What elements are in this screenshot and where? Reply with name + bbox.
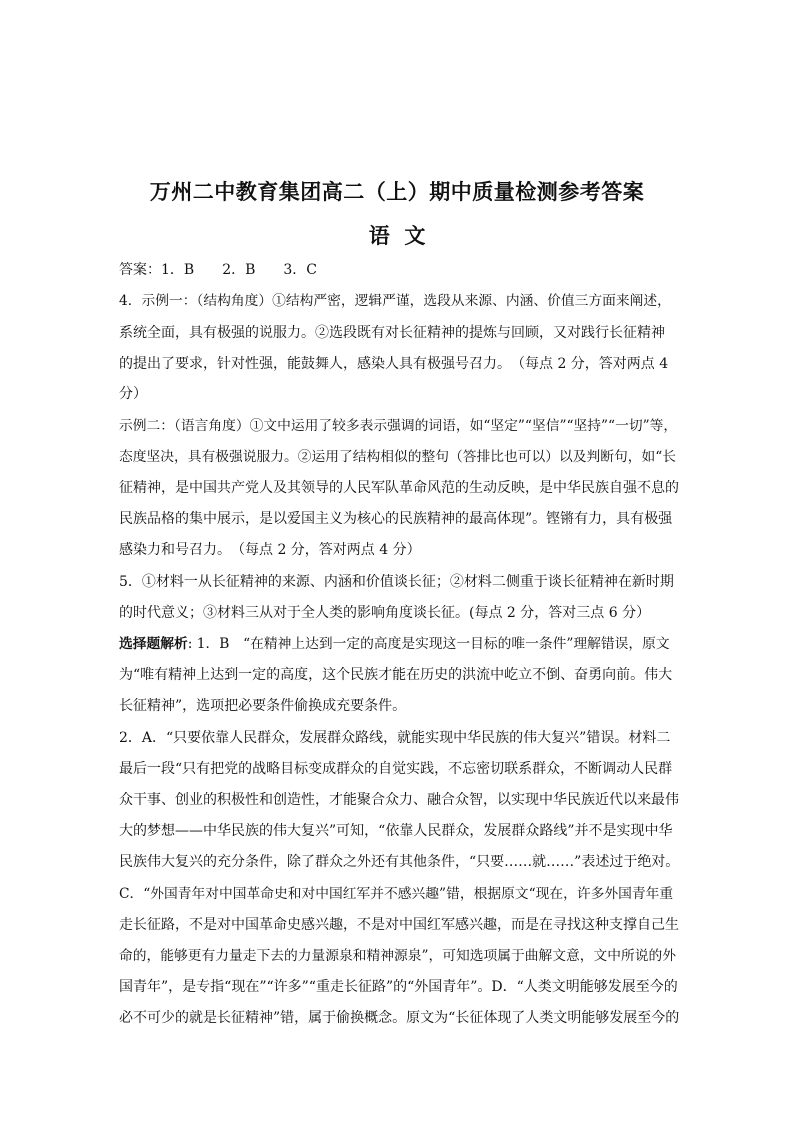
answer-line: C．“外国青年对中国革命史和对中国红军并不感兴趣”错，根据原文“现在，许多外国青年重 bbox=[119, 886, 674, 902]
analysis-line bbox=[119, 634, 679, 654]
subject-heading bbox=[0, 220, 794, 250]
answer-line: 长征精神”，选项把必要条件偷换成充要条件。 bbox=[119, 698, 407, 714]
answer-line: 答案：1．B 2．B 3．C bbox=[119, 262, 318, 278]
answer-line: 众干事、创业的积极性和创造性，才能聚合众力、融合众智，以实现中华民族近代以来最伟 bbox=[119, 792, 679, 808]
answer-line: 系统全面，具有极强的说服力。②选段既有对长征精神的提炼与回顾，又对践行长征精神 bbox=[119, 325, 665, 341]
analysis-label: 选择题解析 bbox=[119, 636, 188, 652]
answer-line: 态度坚决，具有极强说服力。②运用了结构相似的整句（答排比也可以）以及判断句，如“长 bbox=[119, 449, 677, 465]
answer-line: 征精神，是中国共产党人及其领导的人民军队革命风范的生动反映，是中华民族自强不息的 bbox=[119, 480, 679, 496]
answer-line: 大的梦想——中华民族的伟大复兴”可知，“依靠人民群众，发展群众路线”并不是实现中华 bbox=[119, 823, 673, 839]
answer-line: 的提出了要求，针对性强，能鼓舞人，感染人具有极强号召力。 （每点 2 分，答对两点 4 bbox=[119, 356, 669, 372]
answer-line: 示例二：（语言角度）①文中运用了较多表示强调的词语，如“坚定”“坚信”“坚持”“一切”等， bbox=[119, 418, 678, 434]
answer-line: 分） bbox=[119, 386, 147, 402]
analysis-text: “在精神上达到一定的高度是实现这一目标的唯一条件”理解错误，原文 bbox=[243, 636, 670, 652]
answer-line: 4．示例一：（结构角度）①结构严密，逻辑严谨，选段从来源、内涵、价值三方面来阐述， bbox=[119, 293, 671, 309]
answer-line: 5．①材料一从长征精神的来源、内涵和价值谈长征；②材料二侧重于谈长征精神在新时期 bbox=[119, 574, 674, 590]
answer-line: 2．A．“只要依靠人民群众，发展群众路线，就能实现中华民族的伟大复兴”错误。材料二 bbox=[119, 730, 671, 746]
subject-char-1: 语 bbox=[368, 224, 390, 248]
page-title: 万州二中教育集团高二（上）期中质量检测参考答案 bbox=[149, 180, 645, 204]
subject-char-2: 文 bbox=[404, 224, 426, 248]
answer-line: 民族伟大复兴的充分条件，除了群众之外还有其他条件，“只要……就……”表述过于绝对。 bbox=[119, 854, 680, 870]
answer-line: 为“唯有精神上达到一定的高度，这个民族才能在历史的洪流中屹立不倒、奋勇向前。伟大 bbox=[119, 667, 673, 683]
answer-line: 必不可少的就是长征精神”错，属于偷换概念。原文为“长征体现了人类文明能够发展至今的 bbox=[119, 1010, 680, 1026]
answer-line: 的时代意义；③材料三从对于全人类的影响角度谈长征。(每点 2 分，答对三点 6 分） bbox=[119, 605, 651, 621]
answer-line: 国青年”，是专指“现在”“许多”“重走长征路”的“外国青年”。D．“人类文明能够发展至今的 bbox=[119, 979, 678, 995]
answer-line: 最后一段“只有把党的战略目标变成群众的自觉实践，不忘密切联系群众，不断调动人民群 bbox=[119, 761, 673, 777]
answer-line: 命的，能够更有力量走下去的力量源泉和精神源泉”，可知选项属于曲解文意，文中所说的外 bbox=[119, 948, 677, 964]
answer-line: 感染力和号召力。 （每点 2 分，答对两点 4 分） bbox=[119, 542, 421, 558]
answer-line: 民族品格的集中展示，是以爱国主义为核心的民族精神的最高体现”。铿锵有力，具有极强 bbox=[119, 511, 673, 527]
answer-line: 走长征路，不是对中国革命史感兴趣，不是对中国红军感兴趣，而是在寻找这种支撑自己生 bbox=[119, 917, 679, 933]
analysis-prefix: : 1．B bbox=[187, 636, 244, 652]
